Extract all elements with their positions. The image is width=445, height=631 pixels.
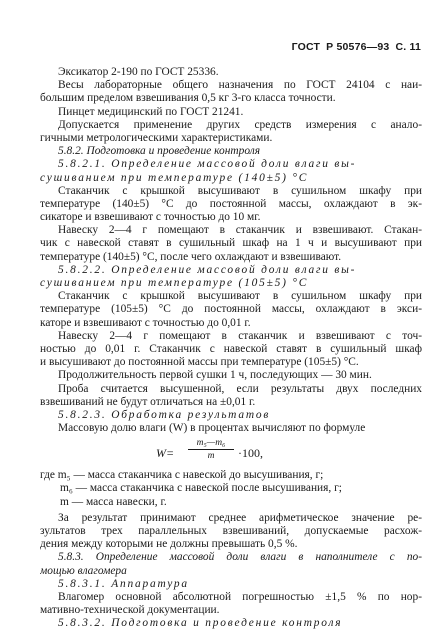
formula-numerator: m₅—m₆	[188, 438, 234, 450]
formula-rhs: ·100,	[238, 446, 263, 461]
header-number: Р 50576—93	[326, 41, 390, 53]
text-line: взвешиваний не будут отличаться на ±0,01 г.	[40, 395, 256, 408]
text-line: температуре (140±5) °С, после чего охлаждают и взвешивают.	[40, 250, 342, 263]
text-line: чик с навеской ставят в сушильный шкаф на 1 ч и высушивают при	[40, 237, 422, 250]
definition-line: где m₅ — масса стаканчика с навеской до высушивания, г;	[40, 469, 324, 482]
formula-lhs: W=	[156, 446, 175, 461]
text-line: Эксикатор 2-190 по ГОСТ 25336.	[58, 66, 219, 78]
section-heading: 5.8.2. Подготовка и проведение контроля	[58, 145, 260, 158]
subsection-heading: 5.8.2.1. Определение массовой доли влаги вы-	[58, 158, 357, 171]
heading-number: 5.8.2.3. Обработка результатов	[58, 408, 271, 421]
text-line: Массовую долю влаги (W) в процентах вычисляют по формуле	[58, 422, 366, 435]
text-line: большим пределом взвешивания 0,5 кг 3-го класса точности.	[40, 92, 336, 105]
text-line: Стаканчик с крышкой высушивают в сушильном шкафу при	[58, 290, 422, 303]
text-line: Допускается применение других средств измерения с анало-	[58, 118, 422, 131]
definition-line: m — масса навески, г.	[60, 495, 167, 508]
text-line: Пинцет медицинский по ГОСТ 21241.	[58, 105, 244, 118]
text-line: Продолжительность первой сушки 1 ч, последующих — 30 мин.	[58, 369, 372, 382]
subsection-heading: 5.8.3.1. Аппаратура	[58, 577, 189, 590]
text-line: Проба считается высушенной, если результаты двух последних	[58, 382, 422, 395]
text-line: температуре (140±5) °С до постоянной массы, охлаждают в эк-	[40, 197, 422, 210]
subsection-heading: 5.8.3.2. Подготовка и проведение контроля	[58, 617, 343, 630]
section-heading: 5.8.3. Определение массовой доли влаги в наполнителе с по-	[58, 551, 422, 564]
text-line: Навеску 2—4 г помещают в стаканчик и взвешивают. Стакан-	[58, 224, 422, 237]
subsection-heading: сушиванием при температуре (105±5) °С	[40, 277, 309, 289]
document-body	[40, 66, 422, 631]
text-line: температуре (105±5) °С до постоянной массы, охлаждают в экси-	[40, 303, 422, 316]
header-standard: ГОСТ	[291, 41, 321, 53]
text-line: ностью до 0,01 г. Стаканчик с навеской ставят в сушильный шкаф	[40, 342, 422, 355]
text-line: Влагомер основной абсолютной погрешностью ±1,5 % по нор-	[58, 590, 422, 603]
text-line: каторе и взвешивают с точностью до 0,01 г.	[40, 316, 251, 329]
header-page-number: С. 11	[395, 41, 421, 53]
subsection-heading: 5.8.2.2. Определение массовой доли влаги вы-	[58, 263, 357, 276]
formula	[40, 438, 422, 468]
section-heading: мощью влагомера	[40, 564, 127, 577]
text-line: За результат принимают среднее арифметическое значение ре-	[58, 511, 422, 524]
text-line: зультатов трех параллельных взвешиваний, допускаемые расхож-	[40, 525, 422, 537]
subsection-heading: сушиванием при температуре (140±5) °С	[40, 171, 309, 184]
definition-line: m₆ — масса стаканчика с навеской после высушивания, г;	[60, 482, 342, 495]
text-line: мативно-технической документации.	[40, 604, 220, 617]
text-line: Стаканчик с крышкой высушивают в сушильном шкафу при	[58, 184, 422, 197]
text-line: Навеску 2—4 г помещают в стаканчик и взвешивают с точ-	[58, 329, 422, 342]
text-line: Весы лабораторные общего назначения по ГОСТ 24104 с наи-	[58, 79, 422, 92]
formula-denominator: m	[207, 451, 215, 462]
section-heading	[40, 409, 422, 422]
text-line: и высушивают до постоянной массы при температуре (105±5) °С.	[40, 356, 359, 369]
text-line: сикаторе и взвешивают с точностью до 10 мг.	[40, 211, 261, 224]
text-line: дения между которыми не должны превышать 0,5 %.	[40, 538, 298, 551]
formula-fraction	[188, 438, 234, 461]
page-header	[286, 41, 421, 53]
text-line: гичными метрологическими характеристиками.	[40, 131, 273, 144]
